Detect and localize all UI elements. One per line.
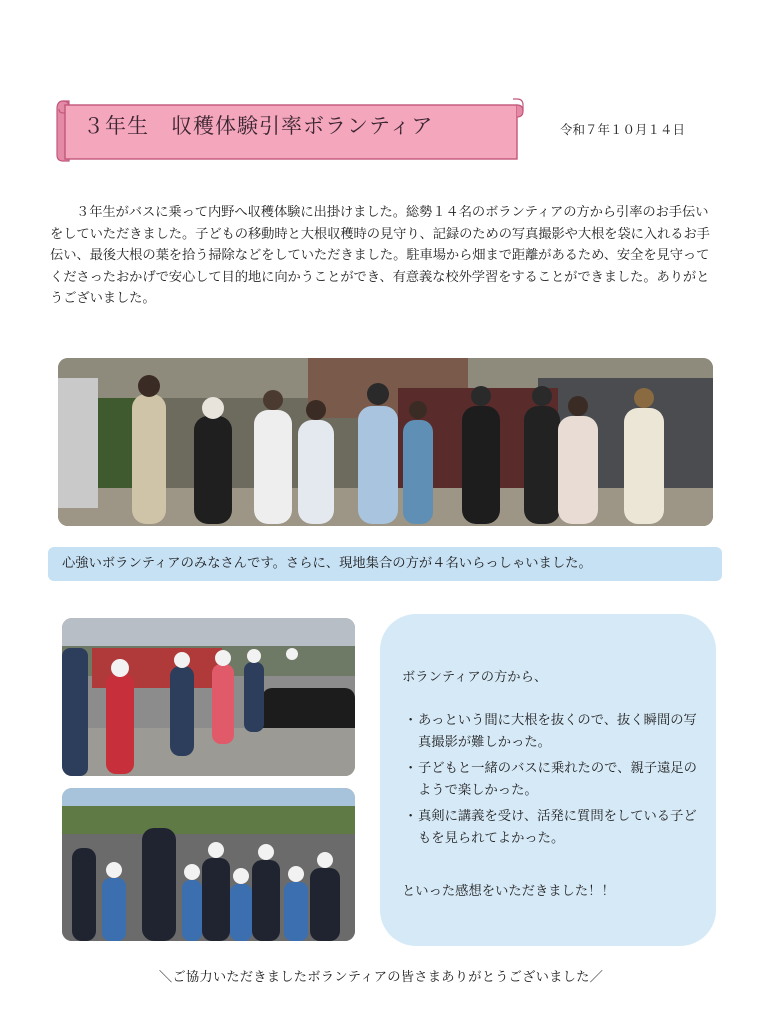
- list-item: [404, 710, 704, 754]
- article-body: ３年生がバスに乗って内野へ収穫体験に出掛けました。総勢１４名のボランティアの方から引率のお手伝いをしていただきました。子どもの移動時と大根収穫時の見守り、記録のための写真撮影や大根を袋に入れるお手伝い、最後大根の葉を拾う掃除などをしていただきました。駐車場から畑まで距離があるため、安全を見守ってくださったおかげで安心して目的地に向かうことができ、有意義な校外学習をすることができました。ありがとうございました。: [50, 205, 710, 307]
- bullet-icon: ・: [404, 761, 418, 776]
- comments-closing: といった感想をいただきました！！: [402, 884, 615, 899]
- bullet-icon: ・: [404, 713, 418, 728]
- comment-text: 真剣に講義を受け、活発に質問をしている子どもを見られてよかった。: [418, 809, 697, 846]
- comment-text: 子どもと一緒のバスに乗れたので、親子遠足のようで楽しかった。: [418, 761, 697, 798]
- photo-caption: 心強いボランティアのみなさんです。さらに、現地集合の方が４名いらっしゃいました。: [48, 547, 722, 581]
- title-banner: [55, 97, 525, 163]
- list-item: [404, 806, 704, 850]
- comments-intro: ボランティアの方から、: [402, 670, 548, 685]
- volunteer-comments-box: [380, 614, 716, 946]
- students-walking-photo: [62, 618, 355, 776]
- document-date: 令和７年１０月１４日: [560, 122, 686, 137]
- volunteer-group-photo: [58, 358, 713, 526]
- page-title: ３年生 収穫体験引率ボランティア: [83, 114, 434, 138]
- comment-text: あっという間に大根を抜くので、抜く瞬間の写真撮影が難しかった。: [418, 713, 697, 750]
- list-item: [404, 758, 704, 802]
- students-gathering-photo: [62, 788, 355, 941]
- thank-you-footer: ＼ご協力いただきましたボランティアの皆さまありがとうございました／: [158, 970, 604, 985]
- comments-list: [404, 710, 704, 854]
- bullet-icon: ・: [404, 809, 418, 824]
